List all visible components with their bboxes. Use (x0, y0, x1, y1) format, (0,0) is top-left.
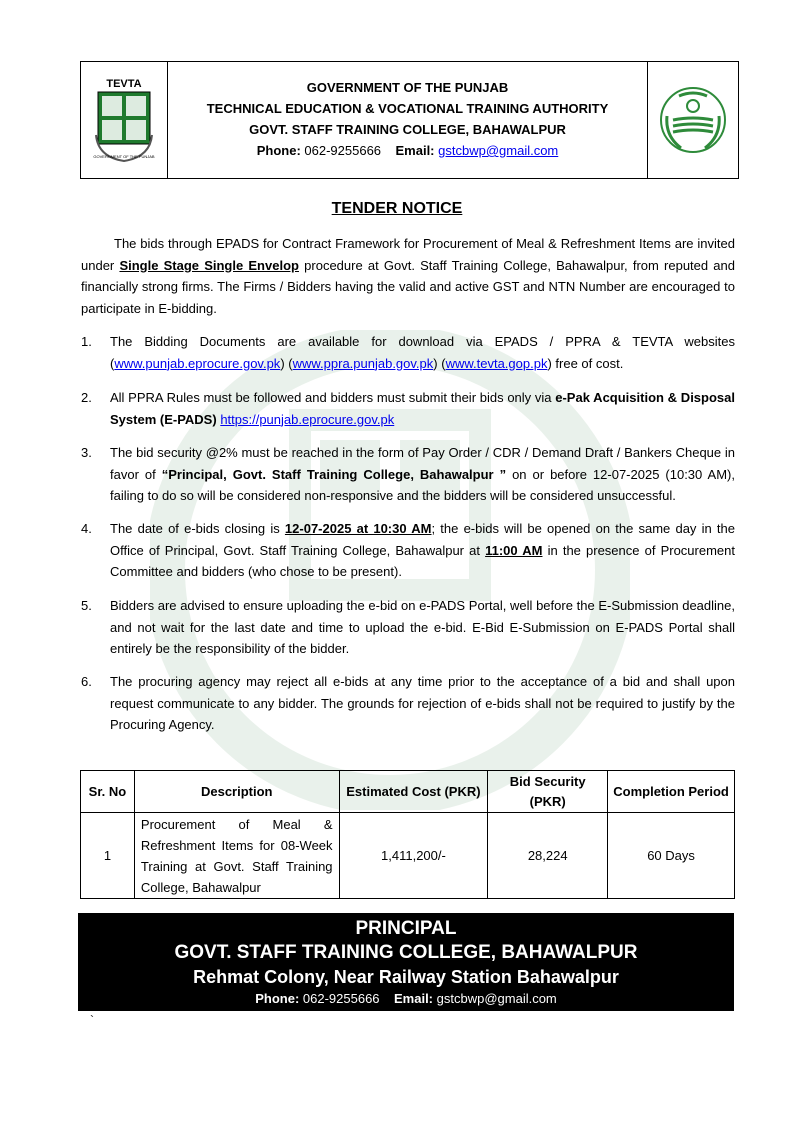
item-text: The Bidding Documents are available for download via EPADS / PPRA & TEVTA websites (www.punjab.eprocure.gov.pk) (www.ppra.punjab.gov.pk) (www.tevta.gop.pk) free of cost. (110, 334, 735, 371)
epads-link[interactable]: www.punjab.eprocure.gov.pk (114, 355, 281, 371)
signature-block (78, 913, 734, 1011)
epads-portal-link[interactable]: https://punjab.eprocure.gov.pk (220, 411, 395, 427)
item-number: 6. (81, 674, 92, 689)
col-completion-period: Completion Period (608, 771, 735, 813)
footer-address: Rehmat Colony, Near Railway Station Bahawalpur (193, 967, 619, 987)
col-estimated-cost: Estimated Cost (PKR) (339, 771, 488, 813)
tevta-logo-ring-text: GOVERNMENT OF THE PUNJAB (93, 154, 155, 159)
list-item (81, 595, 735, 660)
intro-text: The bids through EPADS for Contract Framework for Procurement of Meal & Refreshment Items are invited under (81, 236, 735, 273)
cell-estimated-cost: 1,411,200/- (339, 813, 488, 899)
cell-completion-period: 60 Days (608, 813, 735, 899)
tender-table (80, 770, 735, 899)
punjab-emblem (648, 62, 738, 178)
list-item (81, 331, 735, 374)
footer-contact (78, 989, 734, 1009)
col-description: Description (134, 771, 339, 813)
footer-email: gstcbwp@gmail.com (436, 991, 557, 1006)
cell-sr-no: 1 (81, 813, 135, 899)
item-number: 4. (81, 521, 92, 536)
list-item (81, 442, 735, 507)
footer-college: GOVT. STAFF TRAINING COLLEGE, BAHAWALPUR (174, 942, 638, 963)
ppra-link[interactable]: www.ppra.punjab.gov.pk (292, 355, 434, 371)
item-text: The bid security @2% must be reached in the form of Pay Order / CDR / Demand Draft / Bankers Cheque in favor of “Principal, Govt. Staff Training College, Bahawalpur ” on or before 12-07-2025 (10:30 AM), failing to do so will be considered non-responsive and the bidders will be considered unsuccessful. (110, 445, 735, 503)
cell-bid-security: 28,224 (488, 813, 608, 899)
contact-line (168, 140, 647, 161)
footer-phone-label: Phone: (255, 991, 300, 1006)
list-item (81, 671, 735, 736)
intro-paragraph (81, 233, 735, 319)
footer-title: PRINCIPAL (355, 918, 457, 939)
phone-label: Phone: (256, 143, 301, 158)
tevta-logo-icon (88, 75, 160, 165)
col-bid-security: Bid Security (PKR) (488, 771, 608, 813)
tevta-logo (81, 62, 168, 178)
item-number: 5. (81, 598, 92, 613)
item-number: 2. (81, 390, 92, 405)
tender-notice-title: TENDER NOTICE (331, 200, 463, 217)
punjab-emblem-icon (659, 86, 727, 154)
tevta-link[interactable]: www.tevta.gop.pk (445, 355, 548, 371)
table-row (81, 813, 735, 899)
footer-phone: 062-9255666 (302, 991, 380, 1006)
phone-number: 062-9255666 (304, 143, 382, 158)
intro-text-2: procedure at Govt. Staff Training College, Bahawalpur, from reputed and financially strong firms. The Firms / Bidders having the valid and active GST and NTN Number are encouraged to participate in E-bidding. (81, 257, 735, 316)
email-link[interactable]: gstcbwp@gmail.com (438, 143, 559, 158)
item-text: Bidders are advised to ensure uploading the e-bid on e-PADS Portal, well before the E-Submission deadline, and not wait for the last date and time to upload the e-bid. E-Bid E-Submission on E-PADS Portal shall entirely be the responsibility of the bidder. (110, 598, 735, 656)
col-sr-no: Sr. No (81, 771, 135, 813)
list-item (81, 387, 735, 430)
item-text: The date of e-bids closing is 12-07-2025 at 10:30 AM; the e-bids will be opened on the same day in the Office of Principal, Govt. Staff Training College, Bahawalpur at 11:00 AM in the presence of Procurement Committee and bidders (who chose to be present). (110, 521, 735, 579)
college-name: GOVT. STAFF TRAINING COLLEGE, BAHAWALPUR (249, 122, 566, 137)
gov-name: GOVERNMENT OF THE PUNJAB (306, 80, 509, 95)
procedure-name: Single Stage Single Envelop (119, 257, 299, 273)
item-number: 3. (81, 445, 92, 460)
list-item (81, 518, 735, 583)
table-header-row (81, 771, 735, 813)
letterhead-text (168, 62, 648, 178)
item-text: The procuring agency may reject all e-bids at any time prior to the acceptance of a bid and shall upon request communicate to any bidder. The grounds for rejection of e-bids shall not be required to justify by the Procuring Agency. (110, 674, 735, 732)
tevta-logo-text: TEVTA (106, 78, 142, 90)
stray-mark: ` (90, 1013, 94, 1027)
item-text: All PPRA Rules must be followed and bidders must submit their bids only via e-Pak Acquisition & Disposal System (E-PADS) https://punjab.eprocure.gov.pk (110, 390, 735, 427)
cell-description: Procurement of Meal & Refreshment Items for 08-Week Training at Govt. Staff Training College, Bahawalpur (134, 813, 339, 899)
authority-name: TECHNICAL EDUCATION & VOCATIONAL TRAINING AUTHORITY (206, 101, 609, 116)
letterhead (80, 61, 739, 179)
email-label: Email: (395, 143, 435, 158)
footer-email-label: Email: (394, 991, 434, 1006)
item-number: 1. (81, 334, 92, 349)
